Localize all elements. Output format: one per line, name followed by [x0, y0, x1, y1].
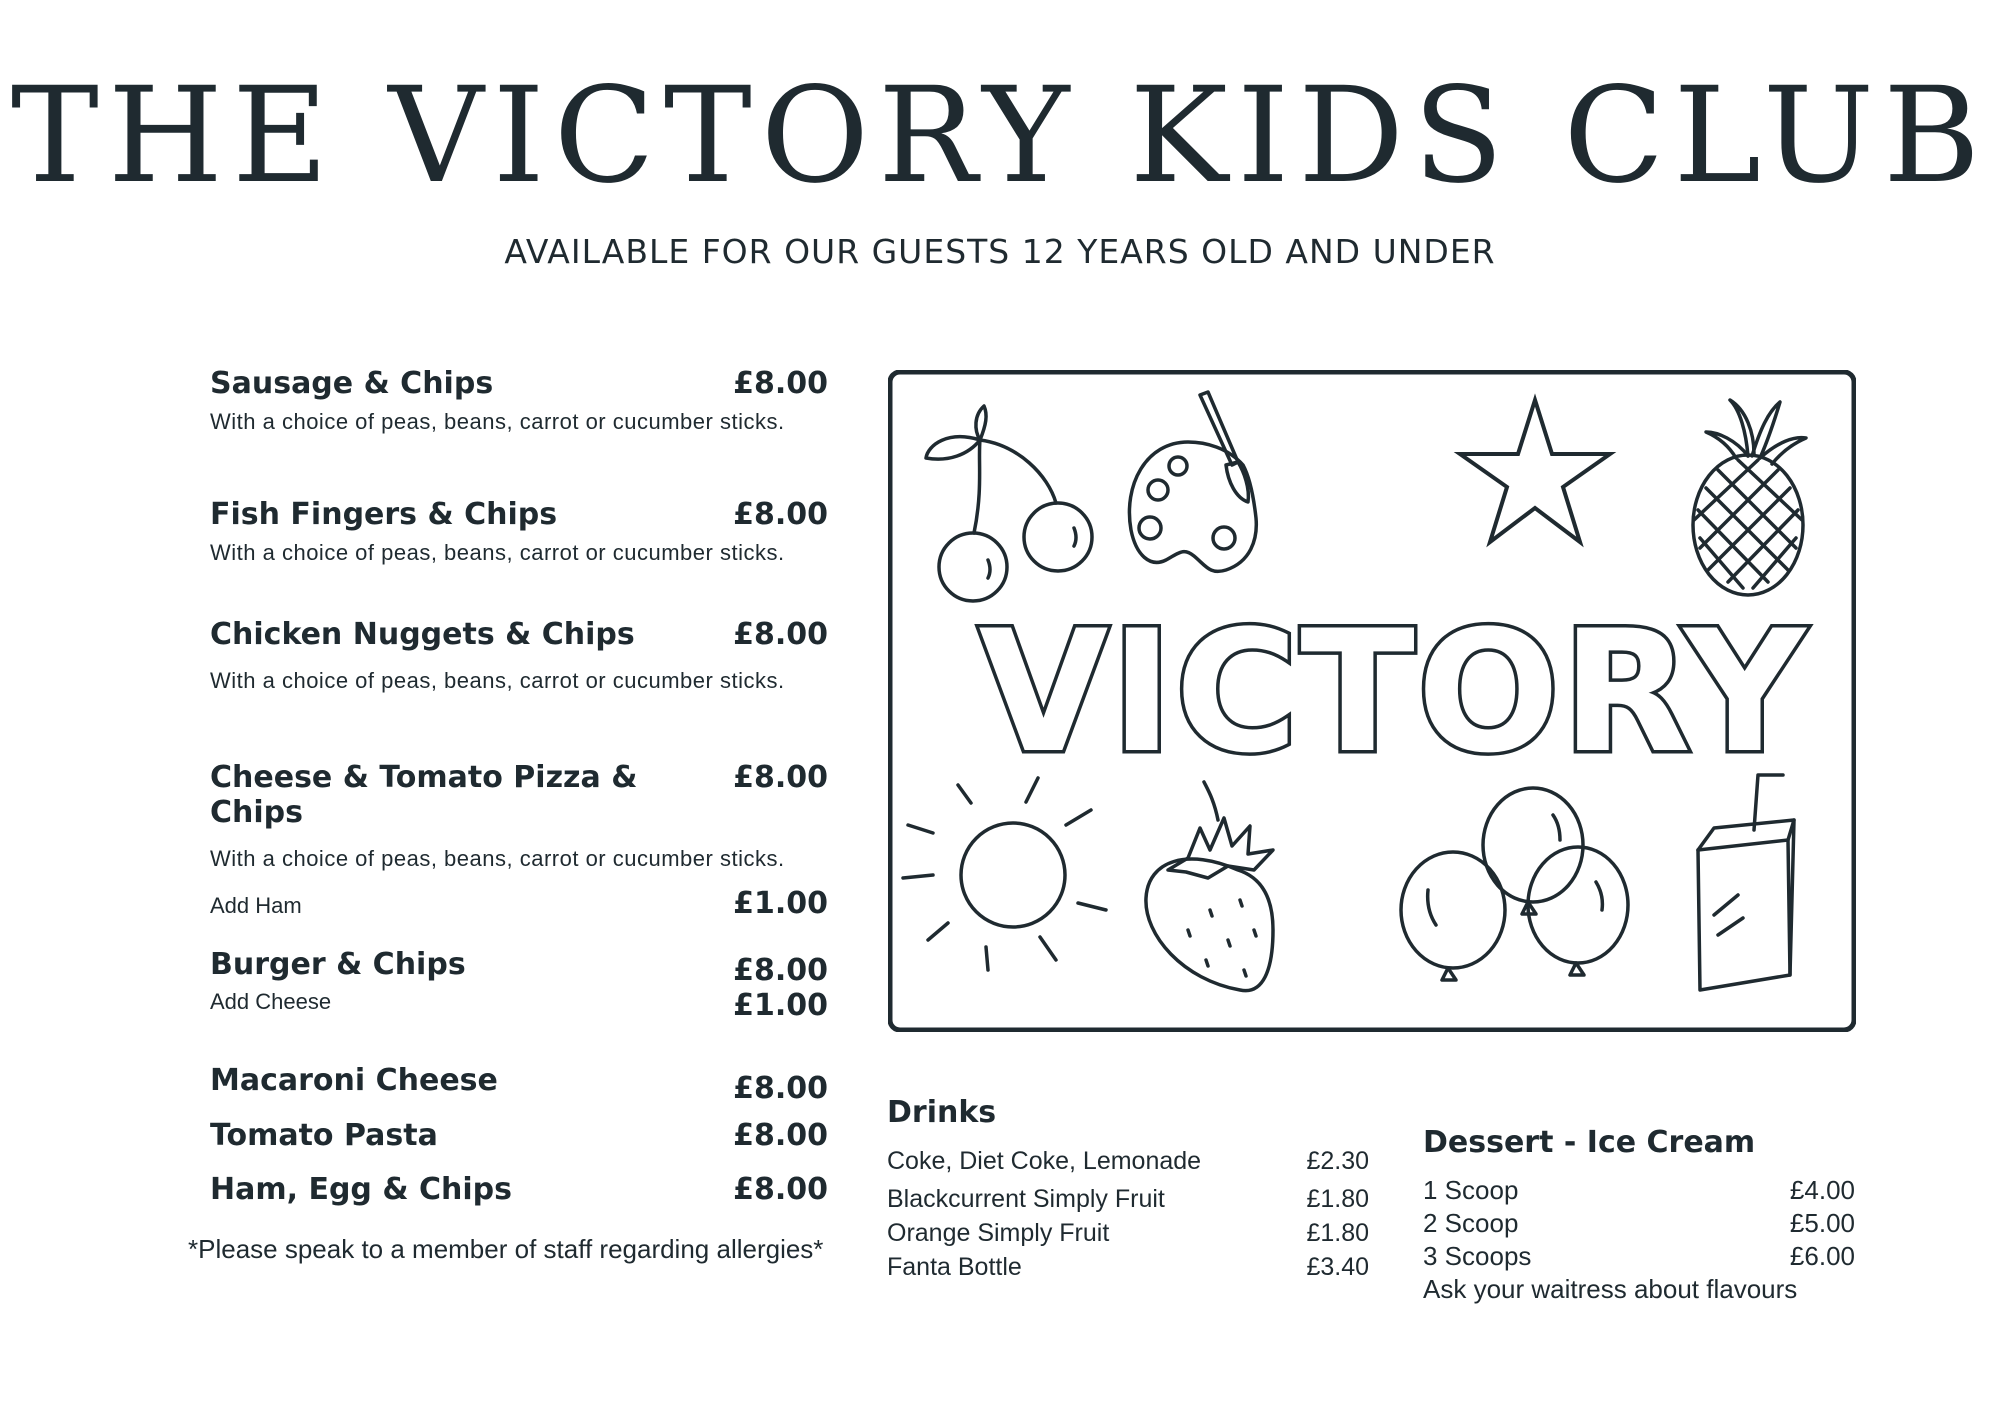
drink-name: Coke, Diet Coke, Lemonade — [887, 1147, 1202, 1175]
addon-label: Add Ham — [210, 893, 302, 918]
page-subtitle: AVAILABLE FOR OUR GUESTS 12 YEARS OLD AND UNDER — [504, 232, 1496, 271]
menu-item-addon — [210, 982, 828, 1023]
menu-item — [210, 1172, 828, 1207]
drink-price: £2.30 — [1306, 1147, 1369, 1175]
menu-item — [210, 1063, 828, 1106]
cherries-icon — [926, 406, 1092, 601]
menu-item-price: £8.00 — [733, 1071, 828, 1106]
dessert-name: 3 Scoops — [1423, 1241, 1532, 1271]
drink-row — [887, 1144, 1369, 1178]
drink-row — [887, 1250, 1369, 1284]
menu-item-name: Sausage & Chips — [210, 366, 494, 401]
menu-item-name: Macaroni Cheese — [210, 1063, 498, 1098]
pineapple-icon — [1693, 400, 1806, 595]
drink-price: £1.80 — [1306, 1185, 1369, 1213]
dessert-row — [1423, 1240, 1855, 1273]
sun-icon — [903, 778, 1106, 970]
menu-item-name: Burger & Chips — [210, 947, 466, 982]
menu-item-description: With a choice of peas, beans, carrot or cucumber sticks. — [210, 846, 785, 871]
drink-name: Blackcurrent Simply Fruit — [887, 1185, 1165, 1213]
menu-item-name: Chicken Nuggets & Chips — [210, 617, 635, 652]
page-title: THE VICTORY KIDS CLUB — [10, 59, 1990, 213]
menu-item — [210, 947, 828, 1023]
drink-name: Fanta Bottle — [887, 1253, 1022, 1281]
menu-item-price: £8.00 — [733, 953, 828, 988]
dessert-price: £4.00 — [1789, 1175, 1855, 1205]
menu-item-name: Ham, Egg & Chips — [210, 1172, 512, 1207]
menu-item-price: £8.00 — [733, 497, 828, 532]
menu-item — [210, 366, 828, 437]
drink-row — [887, 1182, 1369, 1216]
drink-price: £1.80 — [1306, 1219, 1369, 1247]
vertical-word — [978, 594, 1807, 790]
addon-label: Add Cheese — [210, 989, 332, 1014]
drinks-section — [887, 1095, 1369, 1284]
menu-item-name: Cheese & Tomato Pizza & Chips — [210, 760, 638, 830]
menu-item — [210, 760, 828, 921]
dessert-price: £6.00 — [1789, 1241, 1855, 1271]
addon-price: £1.00 — [733, 988, 828, 1023]
menu-item — [210, 1118, 828, 1153]
dessert-row — [1423, 1174, 1855, 1207]
drink-name: Orange Simply Fruit — [887, 1219, 1110, 1247]
dessert-name: 2 Scoop — [1423, 1208, 1519, 1238]
balloons-icon — [1401, 788, 1628, 980]
allergy-note: *Please speak to a member of staff regarding allergies* — [188, 1234, 824, 1264]
menu-item-price: £8.00 — [733, 760, 828, 795]
menu-item-price: £8.00 — [733, 617, 828, 652]
picture-word: VICTORY — [978, 594, 1808, 790]
dessert-note: Ask your waitress about flavours — [1423, 1274, 1798, 1304]
menu-item — [210, 617, 828, 696]
dessert-section — [1423, 1125, 1855, 1306]
dessert-price: £5.00 — [1789, 1208, 1855, 1238]
drinks-title: Drinks — [887, 1095, 997, 1130]
dessert-name: 1 Scoop — [1423, 1175, 1519, 1205]
drink-price: £3.40 — [1306, 1253, 1369, 1281]
menu-item-description: With a choice of peas, beans, carrot or cucumber sticks. — [210, 409, 785, 434]
menu-item-price: £8.00 — [733, 1118, 828, 1153]
menu-item-name: Tomato Pasta — [210, 1118, 438, 1153]
menu-item-price: £8.00 — [733, 366, 828, 401]
dessert-title: Dessert - Ice Cream — [1423, 1125, 1756, 1160]
star-icon — [1460, 400, 1610, 542]
menu-item-price: £8.00 — [733, 1172, 828, 1207]
menu-item-description: With a choice of peas, beans, carrot or cucumber sticks. — [210, 540, 785, 565]
menu-item-addon — [210, 886, 828, 921]
menu-item — [210, 497, 828, 568]
juice-box-icon — [1698, 775, 1794, 990]
addon-price: £1.00 — [733, 886, 828, 921]
dessert-row — [1423, 1207, 1855, 1240]
menu-item-name: Fish Fingers & Chips — [210, 497, 558, 532]
strawberry-icon — [1146, 782, 1273, 991]
colouring-picture — [888, 370, 1856, 1032]
menu-item-description: With a choice of peas, beans, carrot or cucumber sticks. — [210, 668, 785, 693]
drink-row — [887, 1216, 1369, 1250]
paint-palette-icon — [1129, 392, 1256, 571]
